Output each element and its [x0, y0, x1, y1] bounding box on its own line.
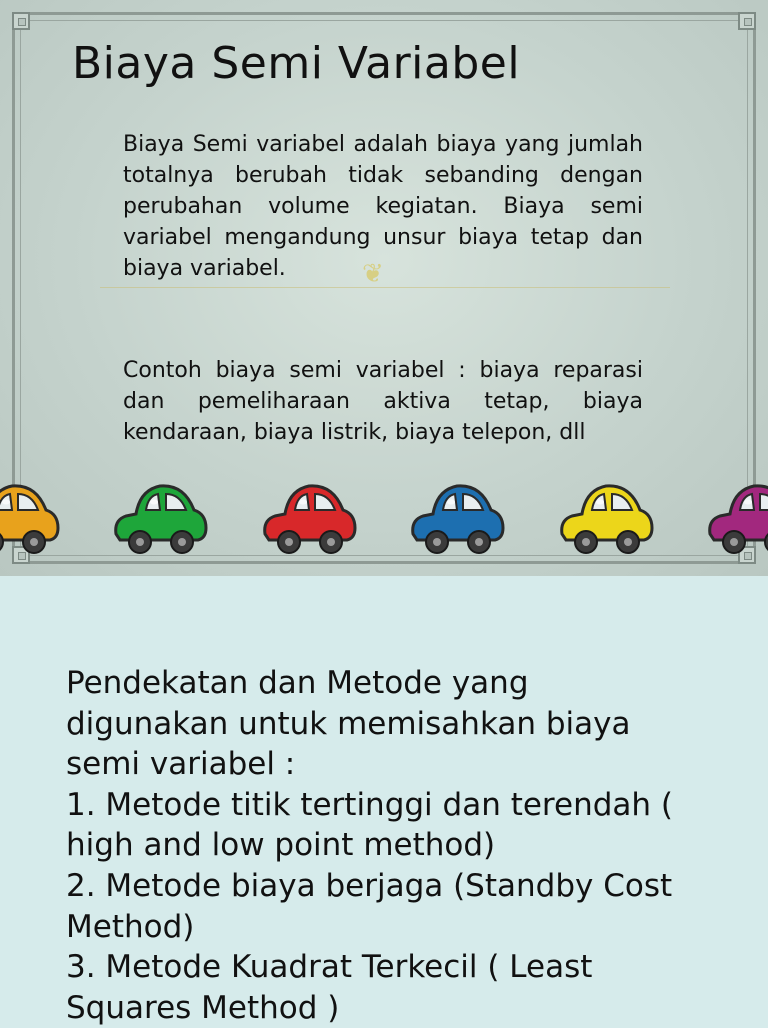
method-3-line-2: Squares Method ) [66, 989, 340, 1026]
decorative-ornament-icon: ❦ [362, 259, 384, 289]
decorative-line [100, 287, 670, 288]
frame-corner-ornament [12, 12, 30, 30]
method-2-line-2: Method) [66, 908, 195, 945]
car-icon-green [110, 476, 210, 560]
car-icon-red [259, 476, 359, 560]
intro-line-2: digunakan untuk memisahkan biaya [66, 705, 631, 742]
car-icon-orange [0, 476, 62, 560]
method-1-line-1: 1. Metode titik tertinggi dan terendah ( [66, 786, 673, 823]
car-icon-yellow [556, 476, 656, 560]
method-1-line-2: high and low point method) [66, 827, 496, 864]
car-icon-blue [407, 476, 507, 560]
definition-paragraph: Biaya Semi variabel adalah biaya yang jumlah totalnya berubah tidak sebanding dengan perubahan volume kegiatan. Biaya semi variabel mengandung unsur biaya tetap dan biaya variabel. [123, 132, 643, 281]
intro-line-1: Pendekatan dan Metode yang [66, 665, 529, 701]
method-2-line-1: 2. Metode biaya berjaga (Standby Cost [66, 867, 673, 904]
example-paragraph: Contoh biaya semi variabel : biaya reparasi dan pemeliharaan aktiva tetap, biaya kendaraan, biaya listrik, biaya telepon, dll [123, 358, 643, 445]
car-row [0, 476, 768, 566]
slide-title: Biaya Semi Variabel [72, 38, 521, 89]
slide-2-body [66, 663, 746, 1028]
method-3-line-1: 3. Metode Kuadrat Terkecil ( Least [66, 949, 593, 986]
intro-line-3: semi variabel : [66, 746, 296, 783]
frame-corner-ornament [738, 12, 756, 30]
car-icon-purple [704, 476, 768, 560]
